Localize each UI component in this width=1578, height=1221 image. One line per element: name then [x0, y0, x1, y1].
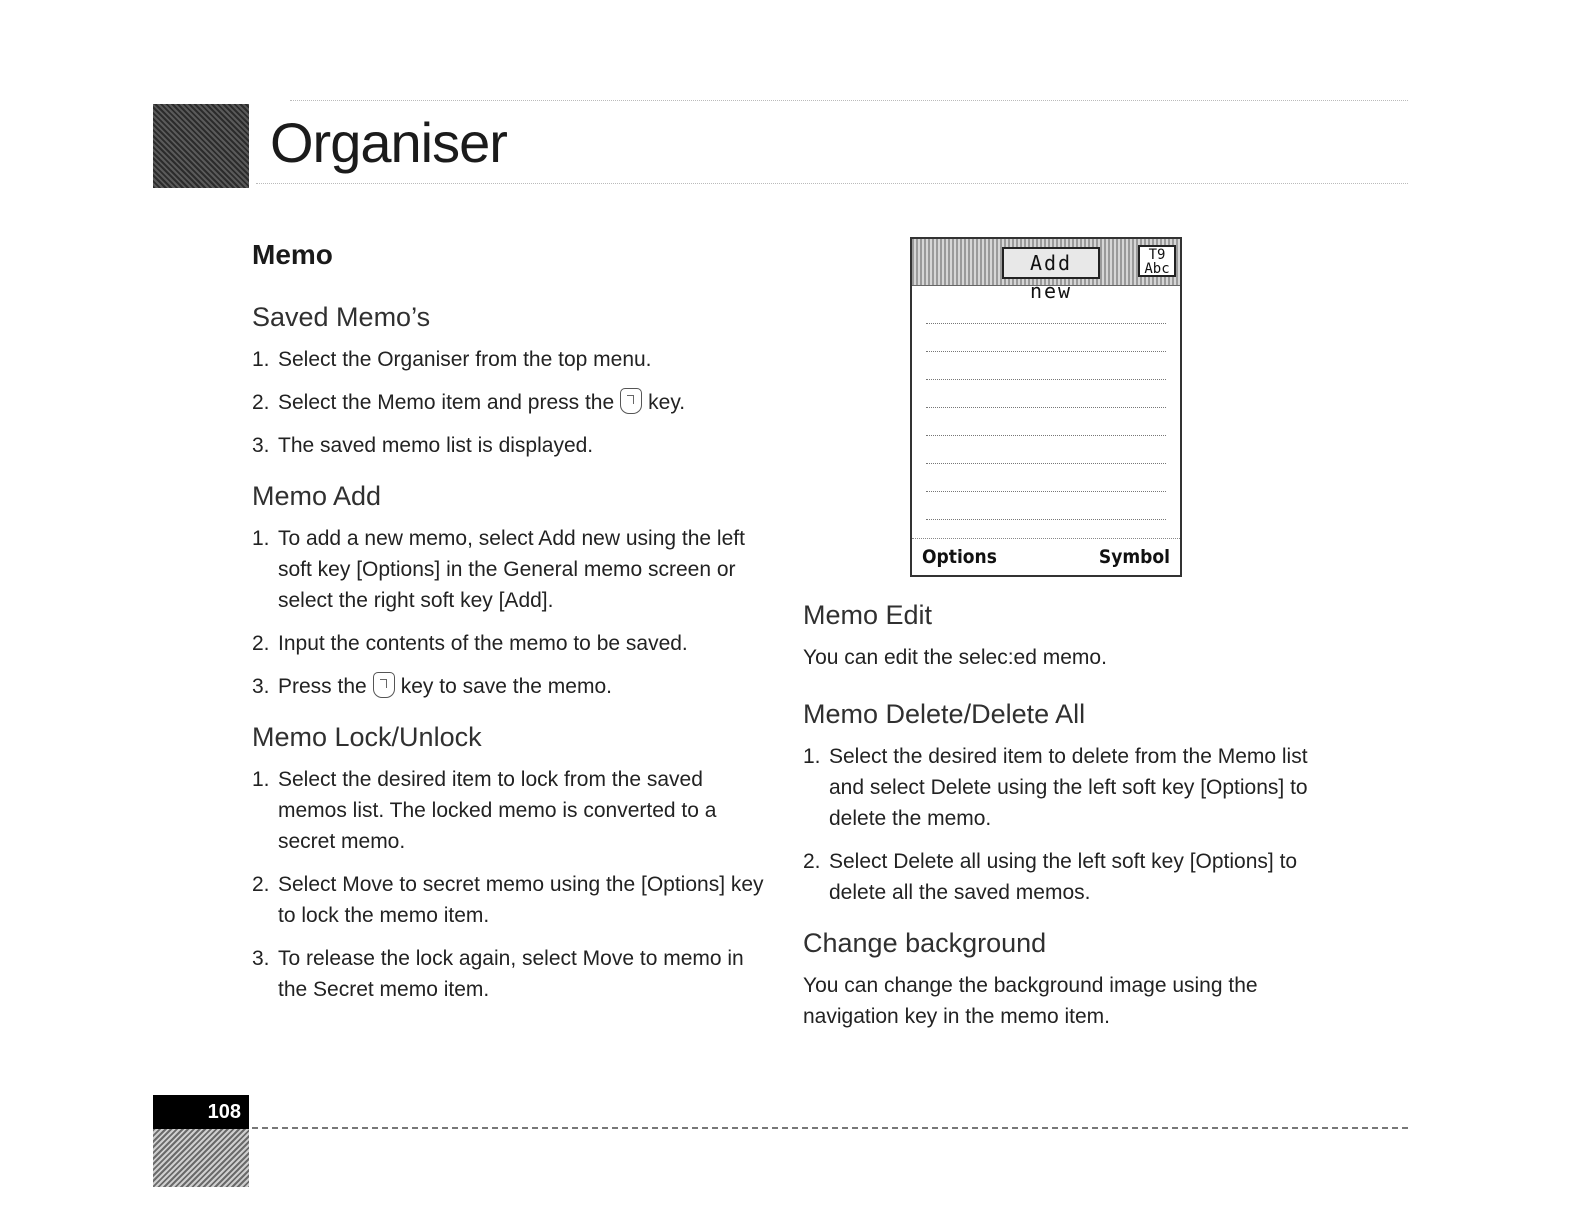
- text-line: [926, 323, 1166, 351]
- soft-key-symbol: Symbol: [1098, 546, 1170, 568]
- list-item: 1. Select the Organiser from the top menu.: [252, 348, 652, 371]
- ok-key-icon: [620, 388, 642, 414]
- ok-key-icon: [373, 672, 395, 698]
- change-background-text: You can change the background image using the navigation key in the memo item.: [803, 974, 1258, 1028]
- list-item: 2. Select Move to secret memo using the [Options] key to lock the memo item.: [252, 873, 764, 927]
- list-item: 1. Select the desired item to lock from the saved memos list. The locked memo is converted to a secret memo.: [252, 768, 717, 853]
- text-line: [926, 379, 1166, 407]
- header-rule-bottom: [256, 183, 1408, 184]
- text-line: [926, 351, 1166, 379]
- left-column: [252, 236, 772, 1023]
- list-item: 2. Select the Memo item and press the key.: [252, 387, 772, 418]
- input-mode-indicator: T9 Abc: [1138, 245, 1176, 277]
- list-item: 3. Press the key to save the memo.: [252, 671, 772, 702]
- subheading-memo-add: Memo Add: [252, 481, 382, 511]
- header-tab-block: [153, 104, 249, 188]
- section-title-memo: Memo: [252, 239, 333, 270]
- phone-screen-title: Add new: [1002, 247, 1100, 279]
- subheading-memo-lock: Memo Lock/Unlock: [252, 722, 482, 752]
- header-rule-top: [290, 100, 1408, 101]
- list-item: 3. The saved memo list is displayed.: [252, 434, 594, 457]
- soft-key-bar: [912, 538, 1180, 575]
- soft-key-options: Options: [922, 546, 997, 568]
- list-item: 2. Input the contents of the memo to be saved.: [252, 632, 688, 655]
- memo-edit-text: You can edit the selec:ed memo.: [803, 646, 1107, 669]
- right-column: [803, 598, 1323, 1056]
- list-item: 2. Select Delete all using the left soft key [Options] to delete all the saved memos.: [803, 850, 1298, 904]
- subheading-memo-edit: Memo Edit: [803, 600, 933, 630]
- text-line: [926, 435, 1166, 463]
- subheading-memo-delete: Memo Delete/Delete All: [803, 699, 1086, 729]
- saved-memos-steps: [252, 344, 772, 461]
- memo-text-lines: [926, 323, 1166, 547]
- text-line: [926, 491, 1166, 519]
- list-item: 1. Select the desired item to delete from the Memo list and select Delete using the left soft key [Options] to delete the memo.: [803, 745, 1308, 830]
- text-line: [926, 407, 1166, 435]
- page-title: Organiser: [270, 111, 507, 174]
- footer-rule: [252, 1127, 1408, 1129]
- page-number: 108: [153, 1095, 249, 1129]
- phone-title-bar: [912, 239, 1180, 303]
- list-item: 1. To add a new memo, select Add new using the left soft key [Options] in the General memo screen or select the right soft key [Add].: [252, 527, 745, 612]
- memo-lock-steps: [252, 764, 772, 1005]
- text-line: [926, 463, 1166, 491]
- phone-screen-illustration: [910, 237, 1182, 577]
- memo-add-steps: [252, 523, 772, 702]
- list-item: 3. To release the lock again, select Move to memo in the Secret memo item.: [252, 947, 744, 1001]
- subheading-saved-memos: Saved Memo’s: [252, 302, 431, 332]
- subheading-change-background: Change background: [803, 928, 1047, 958]
- memo-delete-steps: [803, 741, 1323, 908]
